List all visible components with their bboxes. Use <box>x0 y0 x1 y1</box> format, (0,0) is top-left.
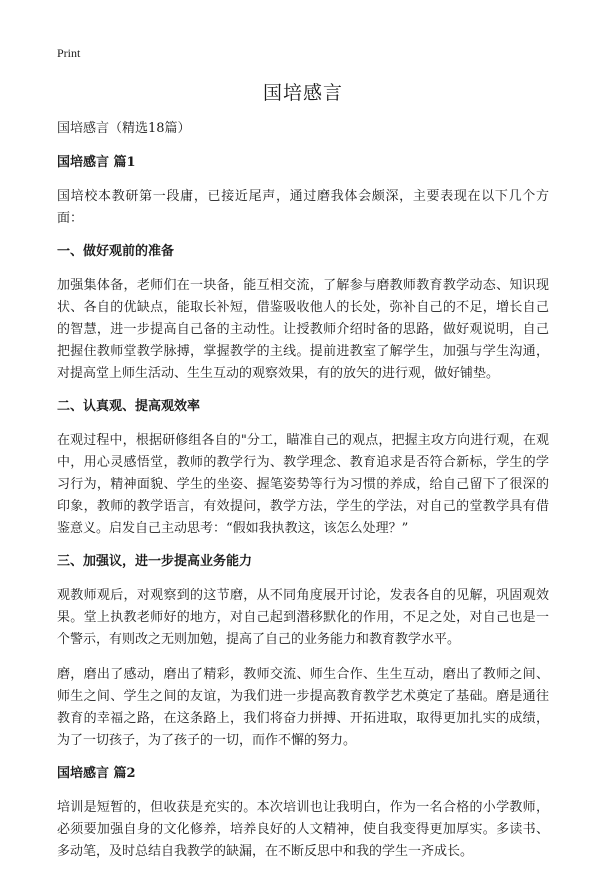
part-1 <box>57 154 549 752</box>
section-heading: 一、做好观前的准备 <box>57 244 175 259</box>
paragraph: 国培校本教研第一段庸，已接近尾声，通过磨我体会颇深，主要表现在以下几个方面： <box>57 189 549 226</box>
paragraph: 加强集体备，老师们在一块备，能互相交流，了解参与磨教师教育教学动态、知识现状、各自的优缺点，能取长补短，借鉴吸收他人的长处，弥补自己的不足，增长自己的智慧，进一步提高自己备的主动性。让授教师介绍时备的思路，做好观说明，自己把握住教师堂教学脉搏，掌握教学的主线。提前进教室了解学生，加强与学生沟通，对提高堂上师生活动、生生互动的观察效果，有的放矢的进行观，做好铺垫。 <box>57 278 549 381</box>
paragraph: 磨，磨出了感动，磨出了精彩，教师交流、师生合作、生生互动，磨出了教师之间、师生之间、学生之间的友谊，为我们进一步提高教育教学艺术奠定了基础。磨是通往教育的幸福之路，在这条路上，我们将奋力拼搏、开拓进取，取得更加扎实的成绩，为了一切孩子，为了孩子的一切，而作不懈的努力。 <box>57 667 549 748</box>
document-body <box>57 120 549 876</box>
paragraph: 观教师观后，对观察到的这节磨，从不同角度展开讨论，发表各自的见解，巩固观效果。堂上执教老师好的地方，对自己起到潜移默化的作用，不足之处，对自己也是一个警示，有则改之无则加勉，提高了自己的业务能力和教育教学水平。 <box>57 588 549 647</box>
document-title: 国培感言 <box>262 82 343 104</box>
section-heading: 二、认真观、提高观效率 <box>57 399 201 414</box>
paragraph: 在观过程中，根据研修组各自的"分工，瞄准自己的观点，把握主攻方向进行观，在观中，用心灵感悟堂，教师的教学行为、教学理念、教育追求是否符合新标，学生的学习行为，精神面貌、学生的坐姿、握笔姿势等行为习惯的养成，给自己留下了很深的印象，教师的教学语言，有效提问，教学方法，学生的学法，对自己的堂教学具有借鉴意义。启发自己主动思考：“假如我执教这，该怎么处理？” <box>57 433 549 536</box>
paragraph: 培训是短暂的，但收获是充实的。本次培训也让我明白，作为一名合格的小学教师，必须要加强自身的文化修养，培养良好的人文精神，使自我变得更加厚实。多读书、多动笔，及时总结自我教学的缺漏，在不断反思中和我的学生一齐成长。 <box>57 800 549 859</box>
document-subtitle: 国培感言（精选18篇） <box>57 121 191 136</box>
print-link[interactable]: Print <box>57 46 81 60</box>
section-heading: 三、加强议，进一步提高业务能力 <box>57 554 253 569</box>
part-2 <box>57 765 549 863</box>
part-title: 国培感言 篇2 <box>57 766 136 781</box>
part-title: 国培感言 篇1 <box>57 155 136 170</box>
